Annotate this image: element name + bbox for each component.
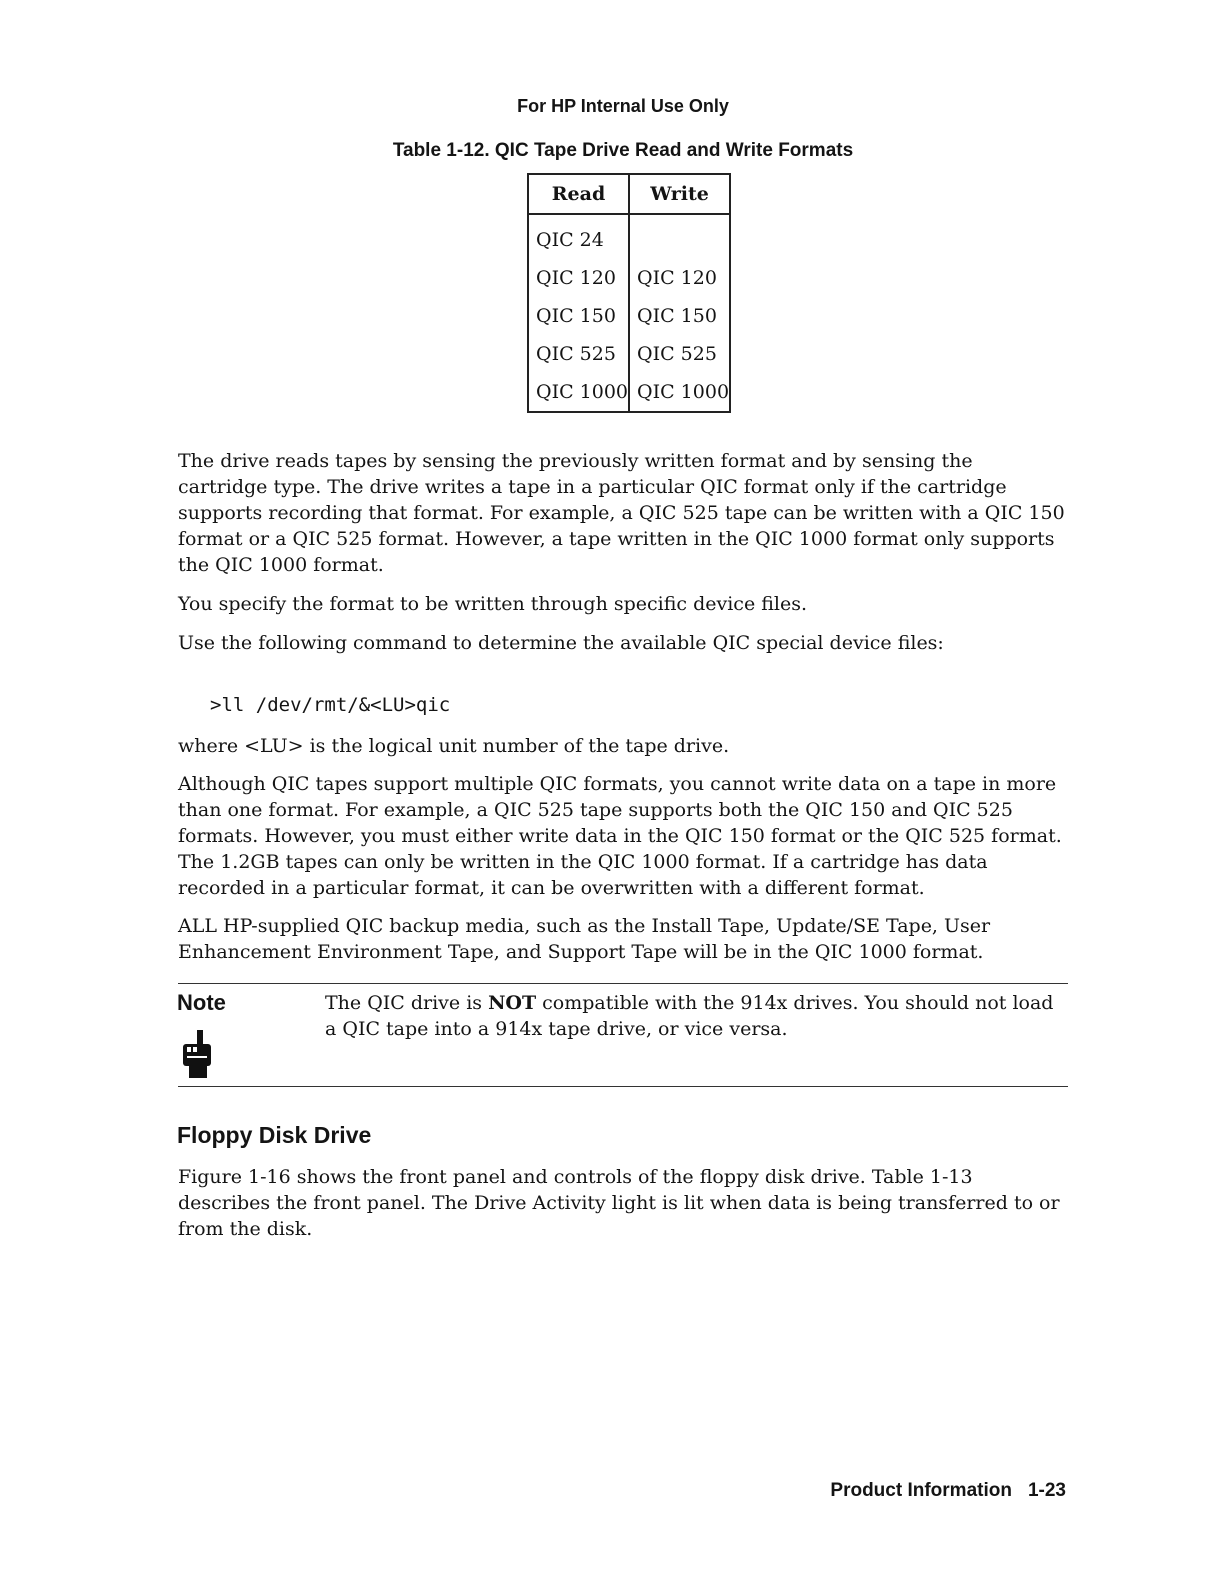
table-cell-read: QIC 150 xyxy=(536,305,616,327)
column-header-read: Read xyxy=(528,174,629,214)
pointing-hand-icon xyxy=(180,1030,220,1080)
note-text xyxy=(325,990,1065,1042)
table-row xyxy=(528,259,730,297)
note-label: Note xyxy=(177,990,226,1015)
paragraph-backup-media: ALL HP-supplied QIC backup media, such as the Install Tape, Update/SE Tape, User Enhancement Environment Tape, and Support Tape will be in the QIC 1000 format. xyxy=(178,915,991,963)
command-line: >ll /dev/rmt/&<LU>qic xyxy=(210,694,451,716)
paragraph-lu-definition: where <LU> is the logical unit number of the tape drive. xyxy=(178,735,730,757)
table-cell-read: QIC 24 xyxy=(536,229,604,251)
paragraph-command-intro: Use the following command to determine the available QIC special device files: xyxy=(178,632,944,654)
column-header-write: Write xyxy=(629,174,730,214)
page-footer xyxy=(830,1480,1066,1502)
table-cell-write xyxy=(629,214,730,259)
paragraph-multiple-formats: Although QIC tapes support multiple QIC formats, you cannot write data on a tape in more than one format. For example, a QIC 525 tape supports both the QIC 150 and QIC 525 formats. However, you must either write data in the QIC 150 format or the QIC 525 format. The 1.2GB tapes can only be written in the QIC 1000 format. If a cartridge has data recorded in a particular format, it can be overwritten with a different format. xyxy=(178,773,1062,899)
note-text-end: compatible with the 914x drives. You should not load a QIC tape into a 914x tape drive, or vice versa. xyxy=(325,992,1054,1040)
table-cell-read: QIC 1000 xyxy=(536,381,629,403)
page-number: 1-23 xyxy=(1027,1480,1066,1501)
note-text-start: The QIC drive is xyxy=(325,992,489,1014)
table-row xyxy=(528,335,730,373)
qic-format-table xyxy=(527,173,731,413)
table-row xyxy=(528,214,730,259)
section-title-floppy: Floppy Disk Drive xyxy=(177,1122,372,1148)
internal-use-header: For HP Internal Use Only xyxy=(517,96,729,116)
note-bottom-divider xyxy=(178,1086,1068,1087)
table-cell-read: QIC 120 xyxy=(536,267,616,289)
table-row xyxy=(528,297,730,335)
table-row xyxy=(528,373,730,412)
table-caption: Table 1-12. QIC Tape Drive Read and Write Formats xyxy=(392,140,854,161)
table-cell-write: QIC 120 xyxy=(629,259,730,297)
table-cell-read: QIC 525 xyxy=(536,343,616,365)
footer-label: Product Information xyxy=(830,1480,1012,1501)
note-emphasis: NOT xyxy=(488,992,537,1014)
table-cell-write: QIC 525 xyxy=(629,335,730,373)
table-cell-write: QIC 1000 xyxy=(629,373,730,412)
note-top-divider xyxy=(178,983,1068,984)
paragraph-device-files: You specify the format to be written through specific device files. xyxy=(178,593,808,615)
paragraph-read-formats: The drive reads tapes by sensing the previously written format and by sensing the cartridge type. The drive writes a tape in a particular QIC format only if the cartridge supports recording that format. For example, a QIC 525 tape can be written with a QIC 150 format or a QIC 525 format. However, a tape written in the QIC 1000 format only supports the QIC 1000 format. xyxy=(178,450,1065,576)
table-cell-write: QIC 150 xyxy=(629,297,730,335)
table-header-row xyxy=(528,174,730,214)
paragraph-floppy-description: Figure 1-16 shows the front panel and controls of the floppy disk drive. Table 1-13 describes the front panel. The Drive Activity light is lit when data is being transferred to or from the disk. xyxy=(178,1166,1060,1240)
